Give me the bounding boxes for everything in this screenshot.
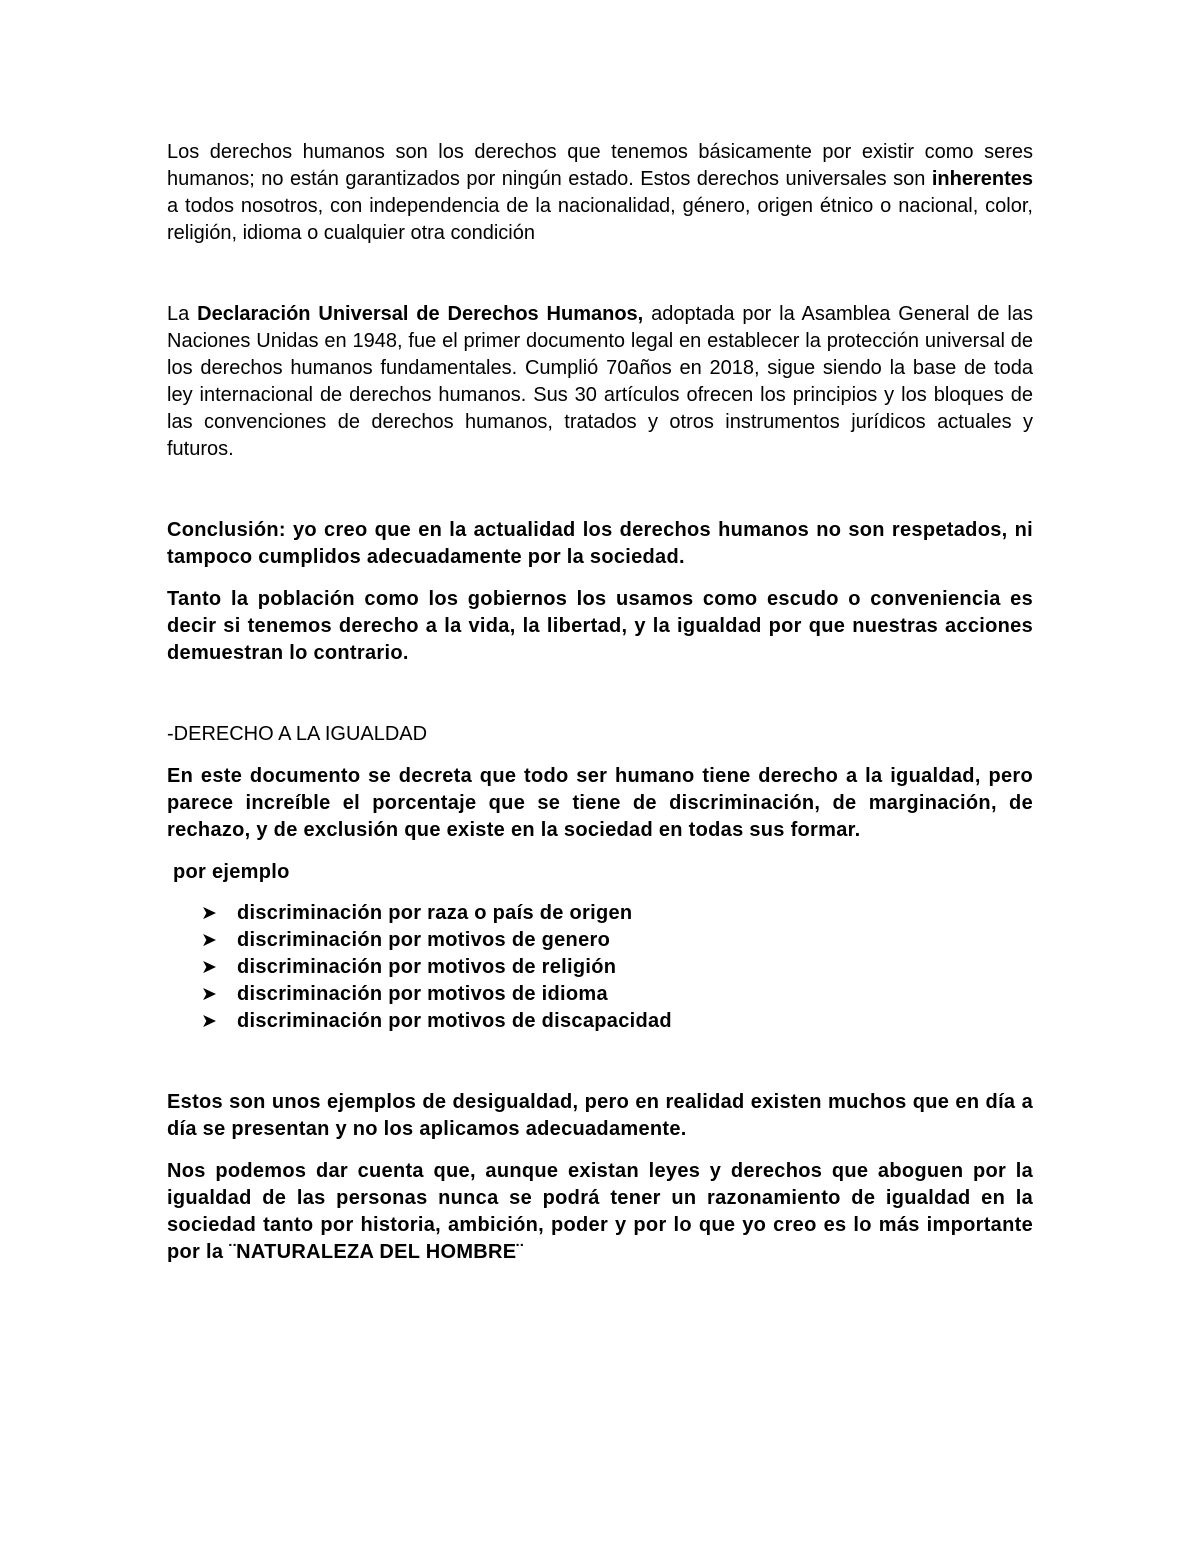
arrow-bullet-icon: ➤ (201, 957, 218, 978)
list-item (201, 900, 1033, 927)
p1-text-before: Los derechos humanos son los derechos que tenemos básicamente por existir como seres humanos; no están garantizados por ningún estado. Estos derechos universales son (167, 141, 1033, 190)
p2-text-before: La (167, 303, 198, 325)
list-item-label: discriminación por motivos de genero (237, 929, 611, 951)
list-item-label: discriminación por motivos de discapacidad (237, 1010, 672, 1032)
arrow-bullet-icon: ➤ (201, 984, 218, 1005)
list-item-label: discriminación por raza o país de origen (237, 902, 633, 924)
list-item (201, 954, 1033, 981)
paragraph-nature-of-man: Nos podemos dar cuenta que, aunque existan leyes y derechos que aboguen por la igualdad de las personas nunca se podrá tener un razonamiento de igualdad en la sociedad tanto por historia, ambición, poder y por lo que yo creo es lo más importante por la ¨NATURALEZA DEL HOMBRE¨ (167, 1160, 1033, 1263)
arrow-bullet-icon: ➤ (201, 930, 218, 951)
list-item (201, 927, 1033, 954)
list-item (201, 981, 1033, 1008)
list-item-label: discriminación por motivos de idioma (237, 983, 608, 1005)
arrow-bullet-icon: ➤ (201, 1011, 218, 1032)
paragraph-human-rights-definition (167, 139, 1033, 247)
paragraph-conclusion: Conclusión: yo creo que en la actualidad los derechos humanos no son respetados, ni tampoco cumplidos adecuadamente por la sociedad. (167, 519, 1033, 568)
paragraph-equality-decree: En este documento se decreta que todo ser humano tiene derecho a la igualdad, pero parece increíble el porcentaje que se tiene de discriminación, de marginación, de rechazo, y de exclusión que existe en la sociedad en todas sus formar. (167, 765, 1033, 841)
p1-bold-inherentes: inherentes (931, 168, 1033, 190)
p2-bold-declaration: Declaración Universal de Derechos Humanos, (197, 303, 644, 325)
discrimination-list (167, 900, 1033, 1035)
arrow-bullet-icon: ➤ (201, 903, 218, 924)
list-item-label: discriminación por motivos de religión (237, 956, 617, 978)
example-label: por ejemplo (173, 861, 290, 883)
p1-text-after: a todos nosotros, con independencia de la nacionalidad, género, origen étnico o nacional, color, religión, idioma o cualquier otra condición (167, 195, 1033, 244)
document-body (167, 139, 1033, 1266)
p2-text-after: adoptada por la Asamblea General de las Naciones Unidas en 1948, fue el primer documento legal en establecer la protección universal de los derechos humanos fundamentales. Cumplió 70años en 2018, sigue siendo la base de toda ley internacional de derechos humanos. Sus 30 artículos ofrecen los principios y los bloques de las convenciones de derechos humanos, tratados y otros instrumentos jurídicos actuales y futuros. (167, 303, 1033, 460)
paragraph-population-governments: Tanto la población como los gobiernos los usamos como escudo o conveniencia es decir si tenemos derecho a la vida, la libertad, y la igualdad por que nuestras acciones demuestran lo contrario. (167, 588, 1033, 664)
heading-right-to-equality: -DERECHO A LA IGUALDAD (167, 723, 428, 745)
paragraph-universal-declaration (167, 301, 1033, 463)
paragraph-inequality-examples: Estos son unos ejemplos de desigualdad, pero en realidad existen muchos que en día a día se presentan y no los aplicamos adecuadamente. (167, 1091, 1033, 1140)
list-item (201, 1008, 1033, 1035)
